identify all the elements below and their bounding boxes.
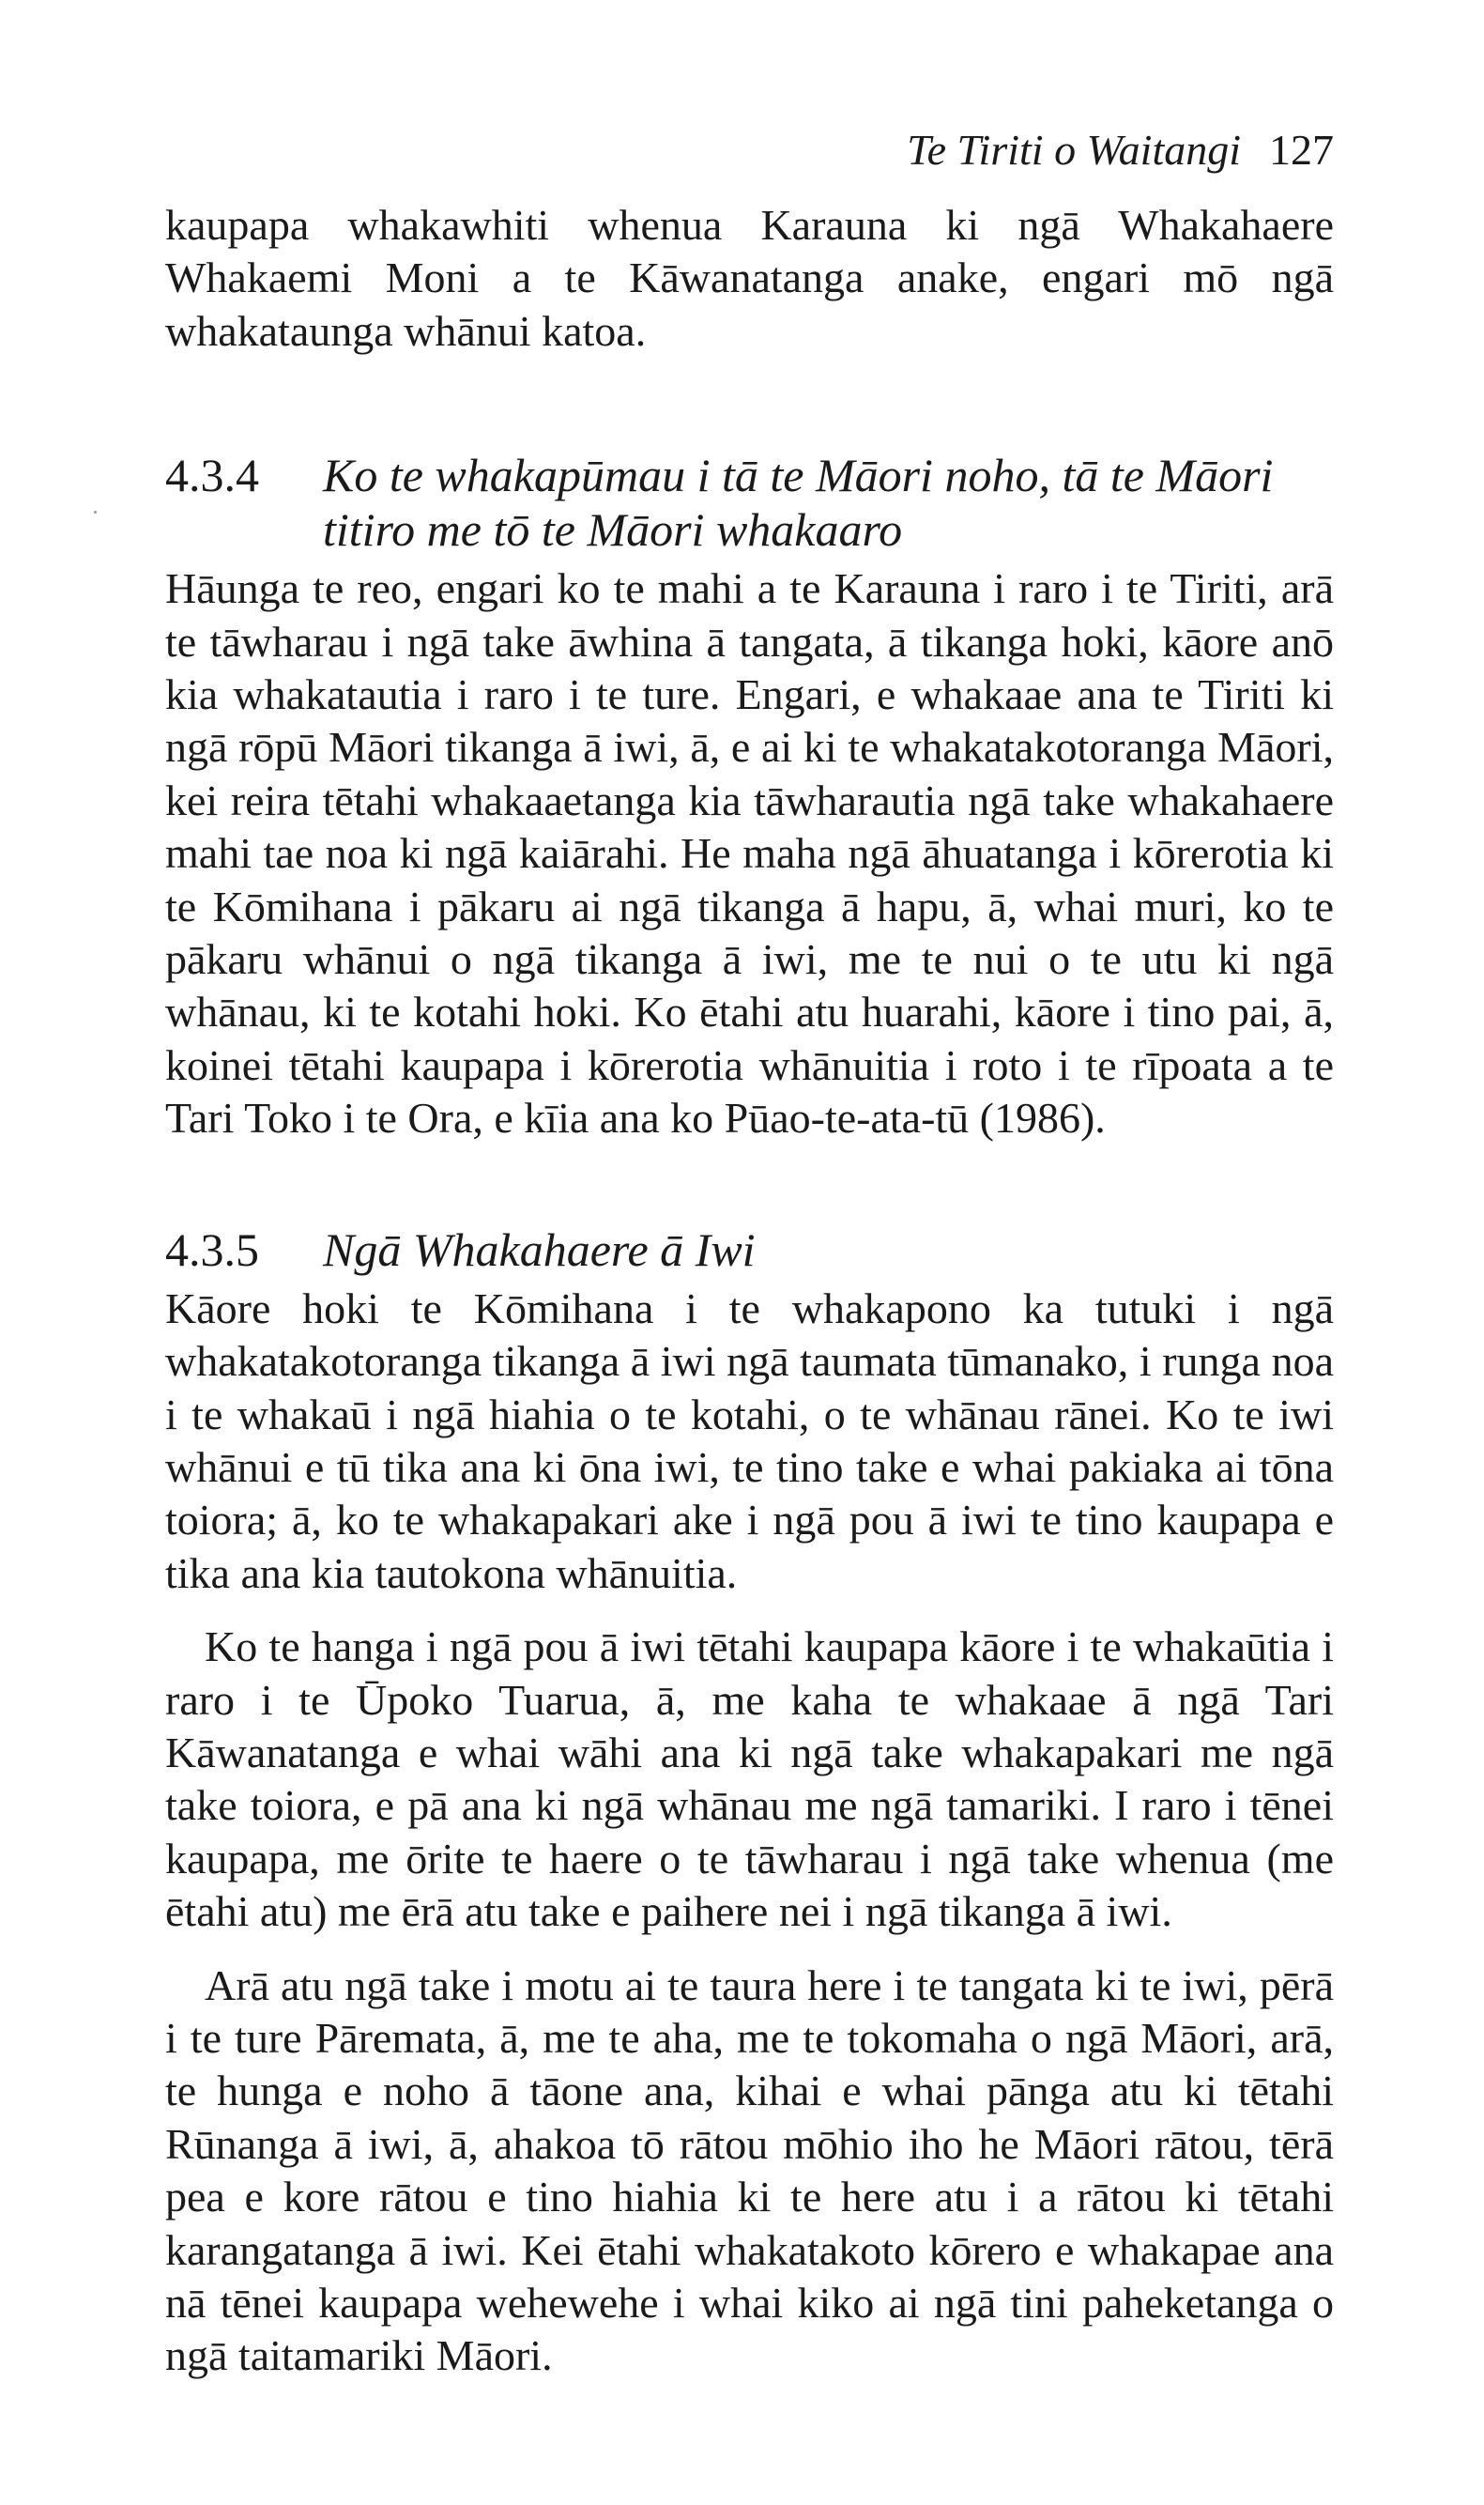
running-head-title: Te Tiriti o Waitangi xyxy=(907,126,1241,174)
section-heading-4-3-4 xyxy=(165,448,1334,557)
section-heading-4-3-5 xyxy=(165,1222,1334,1277)
section-title: Ngā Whakahaere ā Iwi xyxy=(323,1222,756,1276)
section-number: 4.3.4 xyxy=(165,449,259,502)
margin-speck xyxy=(94,511,97,514)
section-paragraph: Kāore hoki te Kōmihana i te whakapono ka tutuki i ngā whakatakotoranga tikanga ā iwi ngā taumata tūmanako, i runga noa i te whakaū i ngā hiahia o te kotahi, o te whānau rānei. Ko te iwi whānui e tū tika ana ki ōna iwi, te tino take e whai pakiaka ai tōna toiora; ā, ko te whakapakari ake i ngā pou ā iwi te tino kaupapa e tika ana kia tautokona whānuitia. xyxy=(165,1283,1334,1597)
section-paragraph: Ko te hanga i ngā pou ā iwi tētahi kaupapa kāore i te whakaūtia i raro i te Ūpoko Tuarua, ā, me kaha te whakaae ā ngā Tari Kāwanatanga e whai wāhi ana ki ngā take whakapakari me ngā take toiora, e pā ana ki ngā whānau me ngā tamariki. I raro i tēnei kaupapa, me ōrite te haere o te tāwharau i ngā take whenua (me ētahi atu) me ērā atu take e paihere nei i ngā tikanga ā iwi. xyxy=(165,1622,1334,1936)
book-page xyxy=(165,122,1334,2383)
running-head xyxy=(165,122,1334,178)
section-title: Ko te whakapūmau i tā te Māori noho, tā te Māori titiro me tō te Māori whakaaro xyxy=(323,449,1274,557)
section-number: 4.3.5 xyxy=(165,1222,259,1276)
intro-paragraph: kaupapa whakawhiti whenua Karauna ki ngā Whakahaere Whakaemi Moni a te Kāwanatanga anake, engari mō ngā whakataunga whānui katoa. xyxy=(165,201,1334,355)
page-number: 127 xyxy=(1269,126,1334,174)
section-paragraph: Hāunga te reo, engari ko te mahi a te Karauna i raro i te Tiriti, arā te tāwharau i ngā take āwhina ā tangata, ā tikanga hoki, kāore anō kia whakatautia i raro i te ture. Engari, e whakaae ana te Tiriti ki ngā rōpū Māori tikanga ā iwi, ā, e ai ki te whakatakotoranga Māori, kei reira tētahi whakaaetanga kia tāwharautia ngā take whakahaere mahi tae noa ki ngā kaiārahi. He maha ngā āhuatanga i kōrerotia ki te Kōmihana i pākaru ai ngā tikanga ā hapu, ā, whai muri, ko te pākaru whānui o ngā tikanga ā iwi, me te nui o te utu ki ngā whānau, ki te kotahi hoki. Ko ētahi atu huarahi, kāore i tino pai, ā, koinei tētahi kaupapa i kōrerotia whānuitia i roto i te rīpoata a te Tari Toko i te Ora, e kīia ana ko Pūao-te-ata-tū (1986). xyxy=(165,564,1334,1143)
section-paragraph: Arā atu ngā take i motu ai te taura here i te tangata ki te iwi, pērā i te ture Pāremata, ā, me te aha, me te tokomaha o ngā Māori, arā, te hunga e noho ā tāone ana, kihai e whai pānga atu ki tētahi Rūnanga ā iwi, ā, ahakoa tō rātou mōhio iho he Māori rātou, tērā pea e kore rātou e tino hiahia ki te here atu i a rātou ki tētahi karangatanga ā iwi. Kei ētahi whakatakoto kōrero e whakapae ana nā tēnei kaupapa wehewehe i whai kiko ai ngā tini paheketanga o ngā taitamariki Māori. xyxy=(165,1960,1334,2380)
